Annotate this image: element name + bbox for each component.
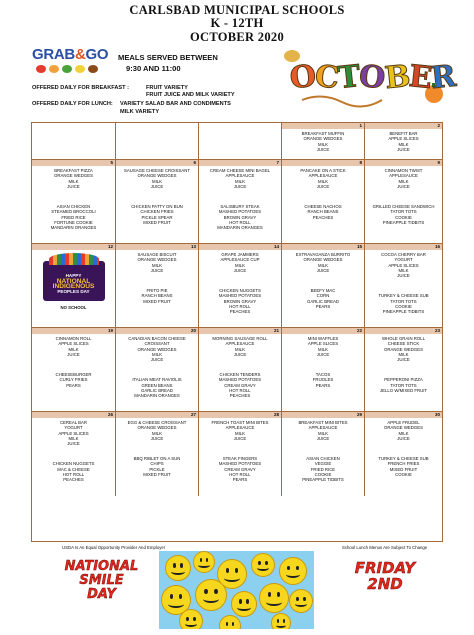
lunch-items: [32, 372, 115, 388]
menu-item: YOGURT: [394, 257, 413, 263]
day-cell: [365, 160, 442, 243]
menu-item: APPLESAUCE: [389, 173, 418, 179]
menu-item: CEREAL BAR: [59, 420, 88, 425]
menu-item: MIXED FRUIT: [389, 466, 418, 472]
breakfast-items: [32, 336, 115, 357]
smiley-icon: [231, 591, 257, 617]
date-number: 27: [116, 412, 198, 418]
menu-item: MINI WAFFLES: [307, 336, 339, 341]
indigenous-day-text: PEOPLES DAY: [57, 288, 90, 294]
smiley-icon: [193, 551, 215, 573]
date-number: 9: [365, 160, 442, 166]
menu-item: JUICE: [67, 441, 80, 447]
lunch-items: [365, 204, 442, 225]
indigenous-day-text: HAPPY: [65, 273, 82, 279]
week-row: [32, 244, 442, 328]
smiley-icon: [279, 557, 307, 585]
smiley-faces-image: [159, 551, 314, 629]
lunch-items: [282, 204, 364, 220]
october-illustration: [282, 42, 457, 110]
breakfast-items: [282, 420, 364, 441]
menu-item: MASHED POTATOES: [218, 461, 262, 467]
month-title: OCTOBER 2020: [189, 30, 284, 44]
lunch-items: [199, 456, 281, 482]
date-number: 30: [365, 412, 442, 418]
menu-item: STEAMED BROCCOLI: [51, 209, 96, 215]
week-row: [32, 412, 442, 496]
date-number: 29: [282, 412, 364, 418]
lunch-items: [116, 377, 198, 398]
date-number: 5: [32, 160, 115, 166]
menu-item: ASIAN CHICKEN: [56, 204, 91, 210]
menu-item: CREAM GRAVY: [224, 466, 256, 472]
menu-item: MASHED POTATOES: [218, 293, 262, 299]
menu-item: FRENCH FRIES: [387, 461, 420, 467]
menu-item: TURKEY & CHEESE SUB: [378, 293, 429, 299]
menu-item: JUICE: [316, 183, 330, 189]
menu-item: APPLESAUCE: [225, 341, 255, 347]
october-letter: B: [382, 58, 411, 97]
october-letter: T: [336, 58, 362, 97]
menu-item: GREEN BEANS: [141, 382, 173, 388]
menu-item: ORANGE WEDGES: [137, 257, 177, 263]
lunch-items: [116, 288, 198, 304]
menu-item: TATOR TOTS: [390, 298, 417, 304]
date-number: 16: [365, 244, 442, 250]
day-cell: [199, 244, 282, 327]
menu-item: JUICE: [397, 273, 410, 279]
date-number: 20: [116, 328, 198, 334]
menu-item: MASHED POTATOES: [218, 377, 262, 383]
menu-item: APPLE SLICES: [58, 341, 89, 347]
date-number: 2: [365, 123, 442, 129]
menu-item: JUICE: [150, 357, 164, 363]
menu-item: TURKEY & CHEESE SUB: [378, 456, 429, 462]
menu-item: JUICE: [397, 357, 410, 363]
menu-item: HOT ROLL: [229, 220, 251, 226]
menu-item: ORANGE WEDGES: [137, 346, 177, 352]
day-cell: [282, 412, 365, 496]
menu-item: PEARS: [315, 382, 331, 388]
menu-item: CANADIAN BACON CHEESE: [128, 336, 186, 341]
menu-item: EGG & CHEESE CROISSANT: [127, 420, 187, 425]
day-cell: [282, 244, 365, 327]
lunch-offer: OFFERED DAILY FOR LUNCH: VARIETY SALAD BAR AND CONDIMENTS: [32, 101, 231, 107]
menu-item: MANDARIN ORANGES: [217, 225, 263, 231]
date-number: 23: [365, 328, 442, 334]
menu-item: MILK: [151, 262, 163, 268]
menu-item: HOT ROLL: [229, 304, 251, 310]
day-cell: [32, 123, 116, 159]
menu-item: CHICKEN NUGGETS: [219, 288, 261, 294]
breakfast-offer-2: FRUIT JUICE AND MILK VARIETY: [146, 92, 235, 98]
grade-range: K - 12TH: [210, 16, 264, 30]
menu-item: APPLE SLICES: [388, 136, 419, 142]
menu-item: TACOS: [315, 372, 331, 378]
breakfast-offer: OFFERED DAILY FOR BREAKFAST : FRUIT VARIETY: [32, 85, 188, 91]
day-cell: [282, 123, 365, 159]
menu-item: FORTUNE COOKIE: [54, 220, 93, 226]
indigenous-day-text: NATIONAL: [56, 277, 91, 285]
menu-item: JUICE: [233, 351, 247, 357]
breakfast-items: [199, 336, 281, 357]
date-number: 7: [199, 160, 281, 166]
menu-item: ORANGE WEDGES: [303, 136, 343, 142]
menu-item: ORANGE WEDGES: [384, 425, 423, 431]
menu-item: CHEESE STICK: [387, 341, 420, 347]
october-letter: R: [428, 58, 457, 97]
menu-item: SAUSAGE CHEESE CROISSANT: [124, 168, 190, 173]
menu-item: BREAKFAST PIZZA: [54, 168, 93, 173]
breakfast-items: [199, 168, 281, 189]
menu-item: MILK: [398, 178, 409, 184]
usda-notice: USDA Is An Equal Opportunity Provider And Employer: [62, 545, 166, 550]
lunch-items: [365, 456, 442, 477]
day-cell: [199, 123, 282, 159]
menu-item: PEARS: [232, 477, 248, 483]
menu-item: MILK: [68, 346, 79, 352]
menu-item: BREAKFAST MINI BITES: [298, 420, 348, 425]
menu-item: PINEAPPLE TIDBITS: [382, 309, 425, 315]
menu-item: MILK: [234, 430, 246, 436]
menu-item: PEACHES: [229, 309, 251, 315]
menu-item: MILK: [398, 267, 409, 273]
no-school-label: NO SCHOOL: [60, 305, 87, 311]
menu-item: PANCAKE ON A STICK: [300, 168, 346, 173]
menu-item: PICKLE SPEAR: [141, 214, 173, 220]
headdress-icon: [49, 253, 99, 265]
menu-item: MILK: [317, 141, 329, 147]
day-cell: [365, 244, 442, 327]
smiley-icon: [289, 589, 313, 613]
menu-item: APPLE SLICES: [307, 341, 339, 347]
menu-item: MILK: [68, 178, 79, 184]
date-number: 14: [199, 244, 281, 250]
menu-item: MASHED POTATOES: [218, 209, 262, 215]
menu-item: ORANGE WEDGES: [137, 425, 177, 431]
day-cell: [365, 123, 442, 159]
menu-item: PEACHES: [63, 477, 84, 483]
menu-item: CURLY FRIES: [59, 377, 88, 383]
lunch-items: [365, 293, 442, 314]
menu-item: APPLESAUCE: [308, 173, 338, 179]
menu-item: JUICE: [233, 183, 247, 189]
menu-item: SAUSAGE BISCUIT: [137, 252, 177, 257]
day-cell: [116, 328, 199, 411]
menu-item: GARLIC BREAD: [141, 388, 173, 394]
menu-item: JUICE: [150, 435, 164, 441]
menu-item: RANCH BEANS: [141, 293, 173, 299]
breakfast-items: [282, 131, 364, 152]
menu-item: APPLESAUCE: [225, 173, 255, 179]
menu-item: MILK: [398, 141, 409, 147]
breakfast-items: [32, 168, 115, 189]
school-name: CARLSBAD MUNICIPAL SCHOOLS: [129, 3, 345, 17]
date-number: 19: [32, 328, 115, 334]
menu-item: ORANGE WEDGES: [137, 173, 177, 179]
menu-item: CHICKEN FRIES: [140, 209, 174, 215]
breakfast-items: [282, 336, 364, 357]
breakfast-items: [116, 336, 198, 362]
menu-item: ORANGE WEDGES: [303, 257, 343, 263]
menu-item: MILK: [317, 262, 329, 268]
breakfast-items: [282, 168, 364, 189]
menu-item: JUICE: [316, 351, 330, 357]
breakfast-items: [32, 420, 115, 446]
menu-item: MIXED FRUIT: [143, 220, 171, 226]
menu-item: PICKLE: [149, 466, 165, 472]
menu-item: HOT ROLL: [62, 472, 85, 478]
menu-item: APPLE SLICES: [388, 262, 419, 268]
indigenous-peoples-day-image: [43, 261, 105, 301]
menu-item: ASIAN CHICKEN: [306, 456, 340, 462]
menu-item: CROISSANT: [144, 341, 170, 347]
menu-item: CORN: [316, 293, 330, 299]
day-cell: [32, 160, 116, 243]
menu-item: JUICE: [316, 435, 330, 441]
breakfast-items: [116, 252, 198, 273]
menu-item: PINEAPPLE TIDBITS: [382, 220, 425, 226]
menu-item: JUICE: [397, 146, 410, 152]
week-row: [32, 123, 442, 160]
menu-item: FRIJOLES: [312, 377, 334, 383]
menu-item: YOGURT: [64, 425, 83, 431]
october-letter: C: [313, 58, 340, 97]
menu-item: CHICKEN NUGGETS: [52, 461, 95, 467]
day-cell: [116, 244, 199, 327]
date-number: 22: [282, 328, 364, 334]
menu-item: PEACHES: [229, 393, 251, 399]
breakfast-items: [365, 252, 442, 278]
lunch-items: [199, 372, 281, 398]
menu-item: ORANGE WEDGES: [54, 173, 93, 179]
day-cell: [199, 160, 282, 243]
menu-item: MILK: [317, 430, 329, 436]
date-number: 1: [282, 123, 364, 129]
menu-item: PEARS: [315, 304, 331, 310]
menu-item: FRIED RICE: [61, 214, 86, 220]
menu-item: CHEESE NACHOS: [304, 204, 342, 210]
menu-item: APPLESAUCE CUP: [220, 257, 260, 263]
menu-item: PEARS: [66, 382, 81, 388]
day-cell: [199, 412, 282, 496]
menu-item: CREAM CHEESE MINI BAGEL: [209, 168, 271, 173]
menu-item: FRENCH TOAST MINI BITES: [211, 420, 269, 425]
menu-item: HOT ROLL: [229, 388, 251, 394]
menu-item: PINEAPPLE TIDBITS: [302, 477, 344, 483]
menu-item: COOKIE: [314, 472, 332, 478]
breakfast-items: [365, 168, 442, 189]
indigenous-day-text: INDIGENOUS: [52, 282, 95, 290]
menu-item: JUICE: [316, 267, 330, 273]
day-cell: [116, 412, 199, 496]
lunch-items: [116, 456, 198, 477]
lunch-offer-2: MILK VARIETY: [120, 109, 160, 115]
lunch-items: [199, 288, 281, 314]
day-cell: [199, 328, 282, 411]
smiley-icon: [259, 583, 289, 613]
day-cell: [282, 328, 365, 411]
breakfast-items: [116, 168, 198, 189]
menu-item: HOT ROLL: [229, 472, 251, 478]
menu-item: COCOA CHERRY BAR: [381, 252, 426, 257]
menu-item: BREAKFAST MUFFIN: [301, 131, 345, 136]
menu-item: JELLO W/MIXED FRUIT: [379, 388, 428, 394]
menu-item: MILK: [398, 351, 409, 357]
menu-item: CINNAMON ROLL: [55, 336, 92, 341]
menu-item: WHOLE GRAIN ROLL: [382, 336, 425, 341]
menu-item: JUICE: [397, 435, 410, 441]
day-cell: [365, 328, 442, 411]
date-number: 15: [282, 244, 364, 250]
week-row: [32, 160, 442, 244]
menu-item: BENEFIT BAR: [389, 131, 418, 136]
menu-item: JUICE: [233, 267, 247, 273]
grab-and-go-logo: GRAB&GO: [30, 45, 108, 79]
lunch-items: [32, 204, 115, 230]
day-cell: [32, 244, 116, 327]
day-cell: [116, 160, 199, 243]
menu-item: JUICE: [233, 435, 247, 441]
smiley-icon: [179, 609, 203, 629]
menu-item: JUICE: [397, 183, 410, 189]
smiley-icon: [219, 615, 241, 629]
breakfast-items: [199, 420, 281, 441]
menu-item: JUICE: [150, 183, 164, 189]
menu-item: BEEFY MAC: [310, 288, 336, 294]
menu-item: MILK: [234, 262, 246, 268]
menu-item: CINNAMON TWIST: [384, 168, 423, 173]
menu-item: BROWN GRAVY: [223, 298, 257, 304]
menu-item: JUICE: [67, 183, 80, 189]
october-letter: O: [288, 58, 317, 97]
lunch-items: [32, 461, 115, 482]
menu-item: MILK: [68, 435, 79, 441]
menu-item: MANDARIN ORANGES: [50, 225, 97, 231]
menu-item: FRIED RICE: [310, 466, 336, 472]
menu-item: TATOR TOTS: [390, 382, 417, 388]
lunch-items: [282, 372, 364, 388]
menu-item: CHICKEN PATTY ON BUN: [131, 204, 183, 210]
day-cell: [365, 412, 442, 496]
breakfast-items: [365, 336, 442, 362]
menu-item: APPLE SLICES: [58, 430, 89, 436]
menu-item: TATOR TOTS: [390, 209, 417, 215]
menu-item: CHIPS: [150, 461, 164, 467]
breakfast-items: [365, 131, 442, 152]
menu-item: MORNING SAUSAGE ROLL: [212, 336, 268, 341]
breakfast-items: [199, 252, 281, 273]
smiley-icon: [271, 613, 291, 629]
menu-item: GARLIC BREAD: [307, 298, 339, 304]
menu-item: VEGGIE: [314, 461, 332, 467]
day-cell: [32, 328, 116, 411]
menu-item: MILK: [317, 178, 329, 184]
date-number: 13: [116, 244, 198, 250]
breakfast-items: [365, 420, 442, 441]
date-number: 26: [32, 412, 115, 418]
date-number: 12: [32, 244, 115, 250]
menu-item: PEPPERONI PIZZA: [384, 377, 423, 383]
menu-item: GRILLED CHEESE SANDWICH: [372, 204, 435, 210]
october-letter: E: [407, 58, 433, 97]
lunch-items: [282, 288, 364, 309]
menu-calendar: [31, 122, 443, 542]
national-smile-day-banner: NATIONAL SMILE DAY: [64, 559, 139, 602]
october-letter: O: [357, 58, 387, 97]
day-cell: [282, 160, 365, 243]
smiley-icon: [251, 553, 275, 577]
menu-item: MILK: [151, 351, 163, 357]
menu-item: SALISBURY STEAK: [220, 204, 260, 210]
menu-item: EXTRAVAGANZA BURRITO: [295, 252, 351, 257]
breakfast-items: [282, 252, 364, 273]
menu-item: CREAM GRAVY: [224, 382, 256, 388]
menu-item: MILK: [317, 346, 329, 352]
menu-item: MAC & CHEESE: [57, 466, 90, 472]
date-number: 6: [116, 160, 198, 166]
menu-item: CHEESEBURGER: [55, 372, 92, 378]
lunch-items: [116, 204, 198, 225]
menu-item: JUICE: [67, 351, 80, 357]
menu-item: COOKIE: [395, 472, 412, 478]
week-row: [32, 328, 442, 412]
date-number: 28: [199, 412, 281, 418]
menu-item: CHICKEN TENDERS: [219, 372, 261, 378]
menu-item: APPLESAUCE: [225, 425, 255, 431]
menu-item: MILK: [398, 430, 409, 436]
date-number: 8: [282, 160, 364, 166]
menu-item: MILK: [234, 178, 246, 184]
lunch-items: [365, 377, 442, 393]
menu-item: STEAK FINGERS: [222, 456, 258, 462]
menu-item: JUICE: [316, 146, 330, 152]
menu-item: COOKIE: [395, 214, 412, 220]
day-cell: [32, 412, 116, 496]
menu-item: MILK: [151, 430, 163, 436]
breakfast-items: [116, 420, 198, 441]
smiley-icon: [195, 579, 227, 611]
menu-item: MIXED FRUIT: [143, 298, 171, 304]
menu-change-notice: School Lunch Menus Are Subject To Change: [342, 545, 428, 550]
menu-item: FRITO PIE: [146, 288, 168, 294]
menu-item: BROWN GRAVY: [223, 214, 257, 220]
smiley-icon: [165, 555, 191, 581]
menu-item: APPLESAUCE: [308, 425, 338, 431]
menu-item: MIXED FRUIT: [143, 472, 171, 478]
menu-item: ITALIAN MEAT RAVIOLIS: [132, 377, 182, 383]
fruit-icons: [36, 65, 98, 73]
menu-item: ORANGE WEDGES: [384, 346, 423, 352]
menu-item: MILK: [151, 178, 163, 184]
menu-item: COOKIE: [395, 304, 412, 310]
friday-2nd-banner: FRIDAY 2ND: [354, 559, 416, 593]
lunch-items: [199, 204, 281, 230]
meal-times: MEALS SERVED BETWEEN 9:30 AND 11:00: [118, 53, 218, 73]
menu-item: BBQ RIBLET ON A SUN: [133, 456, 181, 462]
lunch-items: [282, 456, 364, 482]
date-number: 21: [199, 328, 281, 334]
menu-item: PEACHES: [312, 214, 334, 220]
menu-item: JUICE: [150, 267, 164, 273]
day-cell: [116, 123, 199, 159]
menu-item: GRAPE JAMMERS: [221, 252, 259, 257]
menu-item: RANCH BEANS: [307, 209, 339, 215]
menu-item: MANDARIN ORANGES: [134, 393, 180, 399]
menu-item: APPLE FRUDEL: [387, 420, 420, 425]
menu-item: MILK: [234, 346, 246, 352]
